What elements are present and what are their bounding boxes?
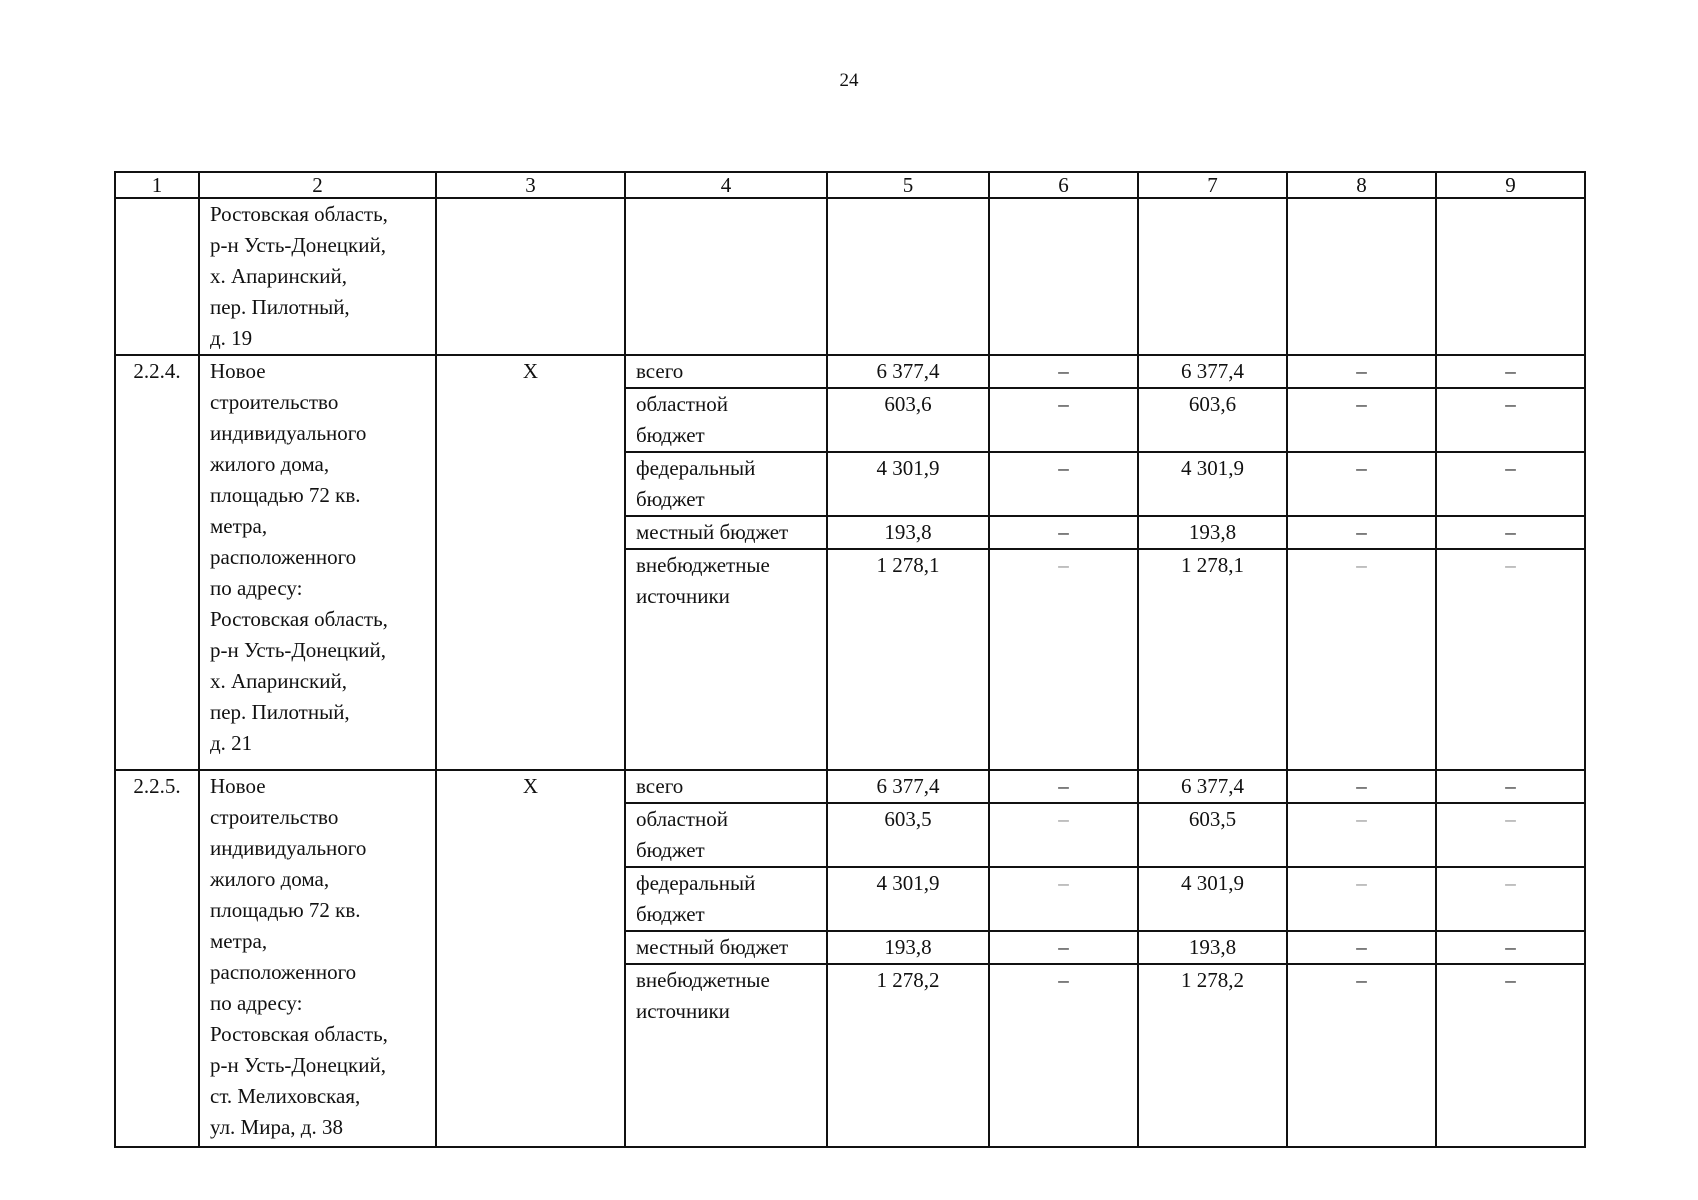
value-col9: – — [1436, 355, 1585, 388]
table-cell — [1287, 198, 1436, 355]
value-col5: 6 377,4 — [827, 770, 989, 803]
table-cell — [827, 198, 989, 355]
header-cell-1: 1 — [115, 172, 199, 198]
value-col7: 193,8 — [1138, 931, 1287, 964]
table-cell — [115, 198, 199, 355]
value-col9: – — [1436, 549, 1585, 770]
funding-source: внебюджетные источники — [625, 964, 827, 1147]
value-col9: – — [1436, 867, 1585, 931]
value-col6: – — [989, 452, 1138, 516]
value-col8: – — [1287, 388, 1436, 452]
header-cell-4: 4 — [625, 172, 827, 198]
value-col9: – — [1436, 388, 1585, 452]
value-col5: 603,5 — [827, 803, 989, 867]
header-cell-7: 7 — [1138, 172, 1287, 198]
value-col5: 4 301,9 — [827, 452, 989, 516]
funding-source: внебюджетные источники — [625, 549, 827, 770]
value-col6: – — [989, 867, 1138, 931]
value-col6: – — [989, 355, 1138, 388]
value-col9: – — [1436, 964, 1585, 1147]
table-cell — [1436, 198, 1585, 355]
value-col6: – — [989, 388, 1138, 452]
table-header-row — [115, 172, 1585, 198]
funding-source: местный бюджет — [625, 931, 827, 964]
value-col9: – — [1436, 770, 1585, 803]
value-col9: – — [1436, 452, 1585, 516]
budget-table — [114, 171, 1586, 1148]
item-number-2-2-5: 2.2.5. — [115, 770, 199, 1147]
value-col7: 4 301,9 — [1138, 867, 1287, 931]
header-cell-3: 3 — [436, 172, 625, 198]
value-col6: – — [989, 549, 1138, 770]
funding-source: местный бюджет — [625, 516, 827, 549]
value-col8: – — [1287, 867, 1436, 931]
table-cell — [625, 198, 827, 355]
table-row — [115, 355, 1585, 388]
value-col5: 6 377,4 — [827, 355, 989, 388]
value-col8: – — [1287, 452, 1436, 516]
value-col5: 193,8 — [827, 516, 989, 549]
value-col7: 603,6 — [1138, 388, 1287, 452]
value-col5: 193,8 — [827, 931, 989, 964]
header-cell-8: 8 — [1287, 172, 1436, 198]
table-cell — [989, 198, 1138, 355]
value-col8: – — [1287, 549, 1436, 770]
table-cell — [436, 198, 625, 355]
value-col7: 603,5 — [1138, 803, 1287, 867]
value-col6: – — [989, 770, 1138, 803]
value-col7: 6 377,4 — [1138, 770, 1287, 803]
value-col6: – — [989, 964, 1138, 1147]
funding-source: федеральный бюджет — [625, 867, 827, 931]
value-col8: – — [1287, 770, 1436, 803]
page-number: 24 — [839, 70, 859, 91]
value-col5: 1 278,2 — [827, 964, 989, 1147]
value-col7: 1 278,1 — [1138, 549, 1287, 770]
funding-source: федеральный бюджет — [625, 452, 827, 516]
value-col9: – — [1436, 931, 1585, 964]
value-col9: – — [1436, 803, 1585, 867]
item-col3-2-2-5: Х — [436, 770, 625, 1147]
table-cell — [1138, 198, 1287, 355]
item-number-2-2-4: 2.2.4. — [115, 355, 199, 770]
header-cell-9: 9 — [1436, 172, 1585, 198]
value-col8: – — [1287, 516, 1436, 549]
value-col5: 4 301,9 — [827, 867, 989, 931]
header-cell-2: 2 — [199, 172, 436, 198]
item-description-2-2-5: Новое строительство индивидуального жилого дома, площадью 72 кв. метра, расположенного по адресу: Ростовская область, р-н Усть-Донецкий, ст. Мелиховская, ул. Мира, д. 38 — [199, 770, 436, 1147]
value-col6: – — [989, 803, 1138, 867]
value-col8: – — [1287, 355, 1436, 388]
table-row-continuation — [115, 198, 1585, 355]
funding-source: всего — [625, 770, 827, 803]
table-row — [115, 770, 1585, 803]
header-cell-5: 5 — [827, 172, 989, 198]
value-col7: 193,8 — [1138, 516, 1287, 549]
funding-source: областной бюджет — [625, 388, 827, 452]
value-col8: – — [1287, 803, 1436, 867]
funding-source: всего — [625, 355, 827, 388]
value-col8: – — [1287, 931, 1436, 964]
value-col6: – — [989, 931, 1138, 964]
funding-source: областной бюджет — [625, 803, 827, 867]
value-col5: 1 278,1 — [827, 549, 989, 770]
value-col7: 1 278,2 — [1138, 964, 1287, 1147]
item-description-2-2-4: Новое строительство индивидуального жилого дома, площадью 72 кв. метра, расположенного по адресу: Ростовская область, р-н Усть-Донецкий, х. Апаринский, пер. Пилотный, д. 21 — [199, 355, 436, 770]
value-col7: 6 377,4 — [1138, 355, 1287, 388]
value-col6: – — [989, 516, 1138, 549]
value-col9: – — [1436, 516, 1585, 549]
value-col7: 4 301,9 — [1138, 452, 1287, 516]
continuation-description: Ростовская область, р-н Усть-Донецкий, х. Апаринский, пер. Пилотный, д. 19 — [199, 198, 436, 355]
value-col5: 603,6 — [827, 388, 989, 452]
header-cell-6: 6 — [989, 172, 1138, 198]
value-col8: – — [1287, 964, 1436, 1147]
item-col3-2-2-4: Х — [436, 355, 625, 770]
